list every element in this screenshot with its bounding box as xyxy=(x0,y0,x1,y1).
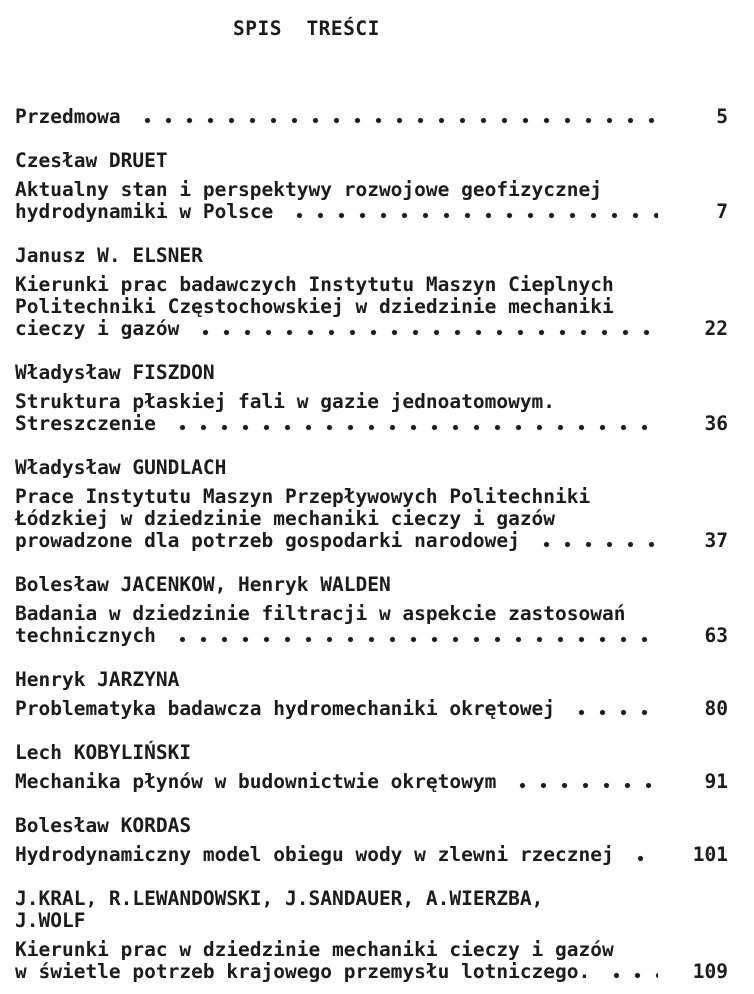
entry-authors xyxy=(15,669,728,691)
entry-title-line: Łódzkiej w dziedzinie mechaniki cieczy i gazów xyxy=(15,507,556,530)
entry-title-line xyxy=(15,771,728,793)
entry-title-block xyxy=(15,698,728,720)
dot-leader xyxy=(133,106,658,128)
entry-page-number: 36 xyxy=(704,412,728,435)
toc-entry xyxy=(15,150,728,223)
dot-leader xyxy=(168,625,658,647)
author-line: Janusz W. ELSNER xyxy=(15,244,203,267)
author-line: Lech KOBYLIŃSKI xyxy=(15,741,192,764)
toc-entry xyxy=(15,245,728,340)
dot-leader xyxy=(626,844,658,866)
toc-entry xyxy=(15,574,728,647)
entry-title-block xyxy=(15,603,728,647)
entry-title-text: cieczy i gazów xyxy=(15,317,180,340)
entry-page-number: 101 xyxy=(692,843,728,866)
entry-title-block xyxy=(15,179,728,223)
entry-title-line xyxy=(15,844,728,866)
entry-page-number: 5 xyxy=(716,105,728,128)
entry-title-block xyxy=(15,771,728,793)
toc-entry xyxy=(15,457,728,552)
entry-title-text: Streszczenie xyxy=(15,412,156,435)
entry-title-block xyxy=(15,274,728,340)
entry-title-line xyxy=(15,961,728,983)
page-title: SPIS TREŚCI xyxy=(233,17,380,40)
entry-title-line: Aktualny stan i perspektywy rozwojowe geofizycznej xyxy=(15,178,602,201)
dot-leader xyxy=(168,413,658,435)
entry-title-line: Prace Instytutu Maszyn Przepływowych Politechniki xyxy=(15,485,591,508)
entry-title-line: Struktura płaskiej fali w gazie jednoatomowym. xyxy=(15,390,556,413)
author-line: Bolesław KORDAS xyxy=(15,814,192,837)
entry-authors xyxy=(15,815,728,837)
dot-leader xyxy=(567,698,658,720)
entry-authors xyxy=(15,888,728,932)
toc-entry xyxy=(15,815,728,866)
entry-title-text: Problematyka badawcza hydromechaniki okrętowej xyxy=(15,697,556,720)
entry-title-block xyxy=(15,939,728,983)
entry-page-number: 91 xyxy=(704,770,728,793)
dot-leader xyxy=(285,201,658,223)
entry-title-line xyxy=(15,318,728,340)
entry-title-line: Kierunki prac w dziedzinie mechaniki cieczy i gazów xyxy=(15,938,614,961)
entry-title-text: Hydrodynamiczny model obiegu wody w zlewni rzecznej xyxy=(15,843,614,866)
entry-title-line: Badania w dziedzinie filtracji w aspekcie zastosowań xyxy=(15,602,626,625)
toc-entry xyxy=(15,106,728,128)
entry-title-line xyxy=(15,530,728,552)
entry-title-line xyxy=(15,201,728,223)
entry-title-text: prowadzone dla potrzeb gospodarki narodowej xyxy=(15,529,520,552)
entry-title-block xyxy=(15,106,728,128)
entry-title-line xyxy=(15,698,728,720)
entry-page-number: 37 xyxy=(704,529,728,552)
dot-leader xyxy=(191,318,658,340)
entry-authors xyxy=(15,362,728,384)
entry-page-number: 63 xyxy=(704,624,728,647)
author-line: Władysław GUNDLACH xyxy=(15,456,227,479)
entry-title-block xyxy=(15,391,728,435)
entry-title-text: hydrodynamiki w Polsce xyxy=(15,200,274,223)
entry-page-number: 80 xyxy=(704,697,728,720)
entry-page-number: 7 xyxy=(716,200,728,223)
entry-title-text: w świetle potrzeb krajowego przemysłu lotniczego. xyxy=(15,960,591,983)
toc-entry xyxy=(15,888,728,983)
dot-leader xyxy=(508,771,658,793)
toc-entry xyxy=(15,362,728,435)
author-line: J.KRAL, R.LEWANDOWSKI, J.SANDAUER, A.WIERZBA, xyxy=(15,887,544,910)
entry-title-text: technicznych xyxy=(15,624,156,647)
entry-authors xyxy=(15,742,728,764)
toc-list xyxy=(15,106,728,983)
author-line: J.WOLF xyxy=(15,909,86,932)
entry-authors xyxy=(15,150,728,172)
entry-authors xyxy=(15,245,728,267)
entry-title-block xyxy=(15,486,728,552)
author-line: Władysław FISZDON xyxy=(15,361,215,384)
toc-entry xyxy=(15,669,728,720)
entry-title-line xyxy=(15,413,728,435)
author-line: Henryk JARZYNA xyxy=(15,668,180,691)
dot-leader xyxy=(602,961,658,983)
entry-title-text: Mechanika płynów w budownictwie okrętowym xyxy=(15,770,497,793)
entry-title-text: Przedmowa xyxy=(15,105,121,128)
entry-title-line xyxy=(15,625,728,647)
entry-title-block xyxy=(15,844,728,866)
author-line: Czesław DRUET xyxy=(15,149,168,172)
entry-title-line: Politechniki Częstochowskiej w dziedzinie mechaniki xyxy=(15,295,614,318)
author-line: Bolesław JACENKOW, Henryk WALDEN xyxy=(15,573,391,596)
entry-title-line xyxy=(15,106,728,128)
dot-leader xyxy=(532,530,658,552)
entry-page-number: 109 xyxy=(692,960,728,983)
entry-page-number: 22 xyxy=(704,317,728,340)
entry-authors xyxy=(15,574,728,596)
toc-entry xyxy=(15,742,728,793)
entry-authors xyxy=(15,457,728,479)
entry-title-line: Kierunki prac badawczych Instytutu Maszyn Cieplnych xyxy=(15,273,614,296)
